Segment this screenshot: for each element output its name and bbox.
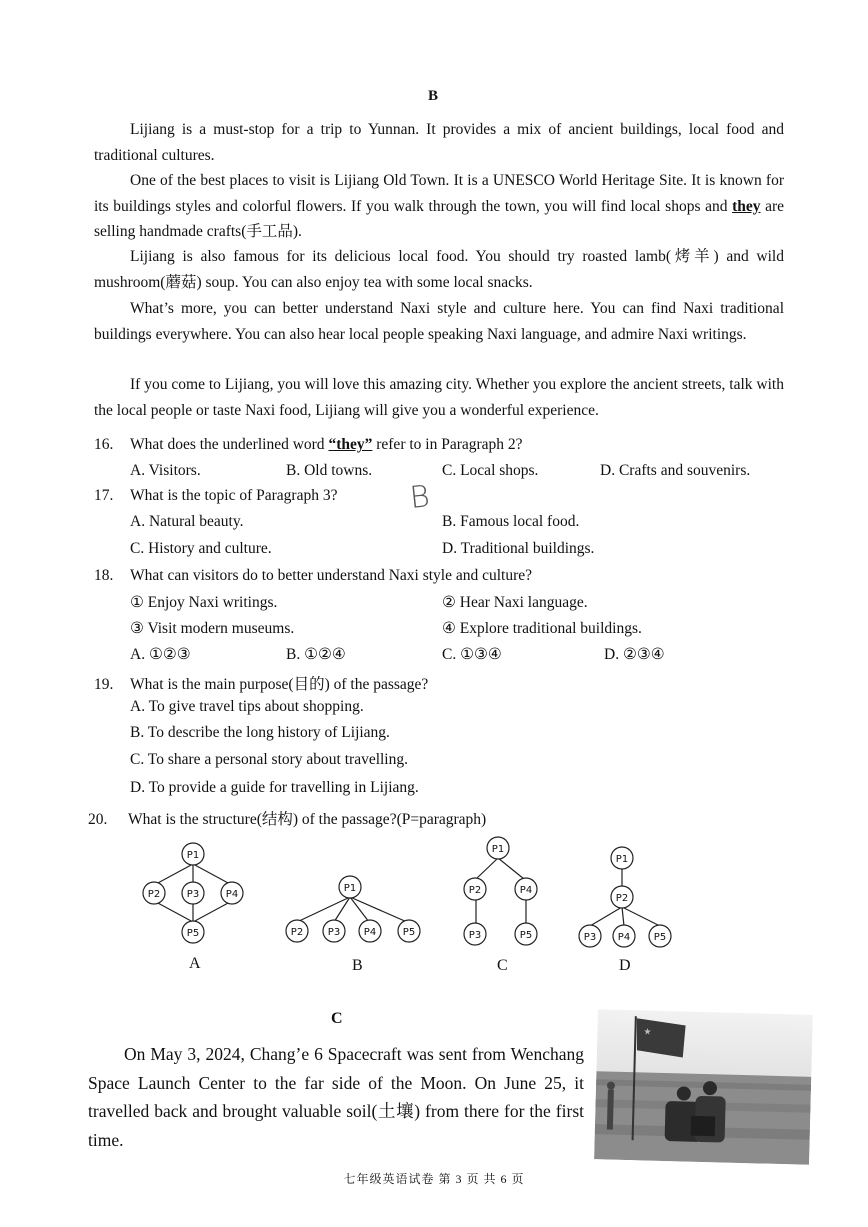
q17-option-a: A. Natural beauty. bbox=[130, 513, 244, 530]
q18-item-1: ① Enjoy Naxi writings. bbox=[130, 594, 278, 611]
node-p4: P4 bbox=[225, 889, 239, 900]
node-p5: P5 bbox=[519, 930, 533, 941]
handwritten-answer-mark: B bbox=[408, 479, 432, 516]
structure-diagram-b bbox=[282, 872, 426, 948]
node-p2: P2 bbox=[290, 927, 304, 938]
node-p3: P3 bbox=[327, 927, 341, 938]
q18-item-4: ④ Explore traditional buildings. bbox=[442, 620, 642, 637]
section-c-title: C bbox=[331, 1010, 343, 1027]
q18-item-3: ③ Visit modern museums. bbox=[130, 620, 295, 637]
node-p3: P3 bbox=[468, 930, 482, 941]
node-p3: P3 bbox=[186, 889, 200, 900]
structure-diagram-c bbox=[458, 834, 544, 948]
q18-option-c: C. ①③④ bbox=[442, 646, 502, 663]
structure-diagram-a bbox=[136, 842, 252, 948]
paragraph-1: Lijiang is a must-stop for a trip to Yunnan. It provides a mix of ancient buildings, local food and traditional cultures. bbox=[94, 121, 784, 164]
node-p2: P2 bbox=[147, 889, 161, 900]
q19-option-c: C. To share a personal story about travelling. bbox=[130, 751, 408, 768]
node-p4: P4 bbox=[617, 932, 631, 943]
q16-option-a: A. Visitors. bbox=[130, 462, 201, 479]
node-p4: P4 bbox=[363, 927, 377, 938]
q19-option-b: B. To describe the long history of Lijiang. bbox=[130, 724, 390, 741]
q17-option-d: D. Traditional buildings. bbox=[442, 540, 595, 557]
node-p1: P1 bbox=[491, 844, 505, 855]
q18-item-2: ② Hear Naxi language. bbox=[442, 594, 588, 611]
paragraph-3: Lijiang is also famous for its delicious local food. You should try roasted lamb(烤羊) and wild mushroom(蘑菇) soup. You can also enjoy tea with some local snacks. bbox=[94, 248, 784, 291]
node-p2: P2 bbox=[468, 885, 482, 896]
question-18: 18. What can visitors do to better understand Naxi style and culture? bbox=[94, 567, 533, 584]
diagram-label-c: C bbox=[497, 957, 508, 974]
paragraph-5: If you come to Lijiang, you will love this amazing city. Whether you explore the ancient streets, talk with the local people or taste Naxi food, Lijiang will give you a wonderful experience. bbox=[94, 376, 784, 419]
section-b-title: B bbox=[428, 88, 439, 104]
q18-option-b: B. ①②④ bbox=[286, 646, 346, 663]
q16-option-c: C. Local shops. bbox=[442, 462, 539, 479]
node-p4: P4 bbox=[519, 885, 533, 896]
diagram-label-a: A bbox=[189, 955, 201, 972]
flag-star-icon: ★ bbox=[643, 1026, 652, 1037]
page-footer: 七年级英语试卷 第 3 页 共 6 页 bbox=[343, 1172, 525, 1186]
node-p3: P3 bbox=[583, 932, 597, 943]
underlined-word-they: they bbox=[732, 197, 761, 215]
node-p5: P5 bbox=[402, 927, 416, 938]
node-p1: P1 bbox=[615, 854, 629, 865]
section-c-paragraph: On May 3, 2024, Chang’e 6 Spacecraft was sent from Wenchang Space Launch Center to the far side of the Moon. On June 25, it travelled back and brought valuable soil(土壤) from there for the first time. bbox=[88, 1044, 584, 1150]
q16-option-b: B. Old towns. bbox=[286, 462, 373, 479]
q18-option-d: D. ②③④ bbox=[604, 646, 665, 663]
paragraph-2: One of the best places to visit is Lijiang Old Town. It is a UNESCO World Heritage Site. It is known for its buildings styles and colorful flowers. If you walk through the town, you will find local shops and they are selling handmade crafts(手工品). bbox=[94, 172, 785, 240]
question-20: 20. What is the structure(结构) of the passage?(P=paragraph) bbox=[88, 811, 487, 828]
question-16: 16. What does the underlined word “they” refer to in Paragraph 2? bbox=[94, 436, 523, 453]
paragraph-4: What’s more, you can better understand Naxi style and culture here. You can find Naxi traditional buildings everywhere. You can also hear local people speaking Naxi language, and admire Naxi writings. bbox=[94, 300, 784, 343]
q17-option-b: B. Famous local food. bbox=[442, 513, 580, 530]
node-p2: P2 bbox=[615, 893, 629, 904]
q16-option-d: D. Crafts and souvenirs. bbox=[600, 462, 751, 479]
diagram-label-d: D bbox=[619, 957, 631, 974]
diagram-label-b: B bbox=[352, 957, 363, 974]
node-p5: P5 bbox=[653, 932, 667, 943]
node-p1: P1 bbox=[186, 850, 200, 861]
structure-diagram-d bbox=[574, 844, 678, 950]
photo-flag-scene bbox=[594, 1009, 813, 1165]
q17-option-c: C. History and culture. bbox=[130, 540, 272, 557]
node-p1: P1 bbox=[343, 883, 357, 894]
q19-option-a: A. To give travel tips about shopping. bbox=[130, 698, 364, 715]
q19-option-d: D. To provide a guide for travelling in Lijiang. bbox=[130, 779, 419, 796]
node-p5: P5 bbox=[186, 928, 200, 939]
q18-option-a: A. ①②③ bbox=[130, 646, 191, 663]
question-19: 19. What is the main purpose(目的) of the passage? bbox=[94, 676, 429, 693]
question-17: 17. What is the topic of Paragraph 3? bbox=[94, 487, 338, 504]
